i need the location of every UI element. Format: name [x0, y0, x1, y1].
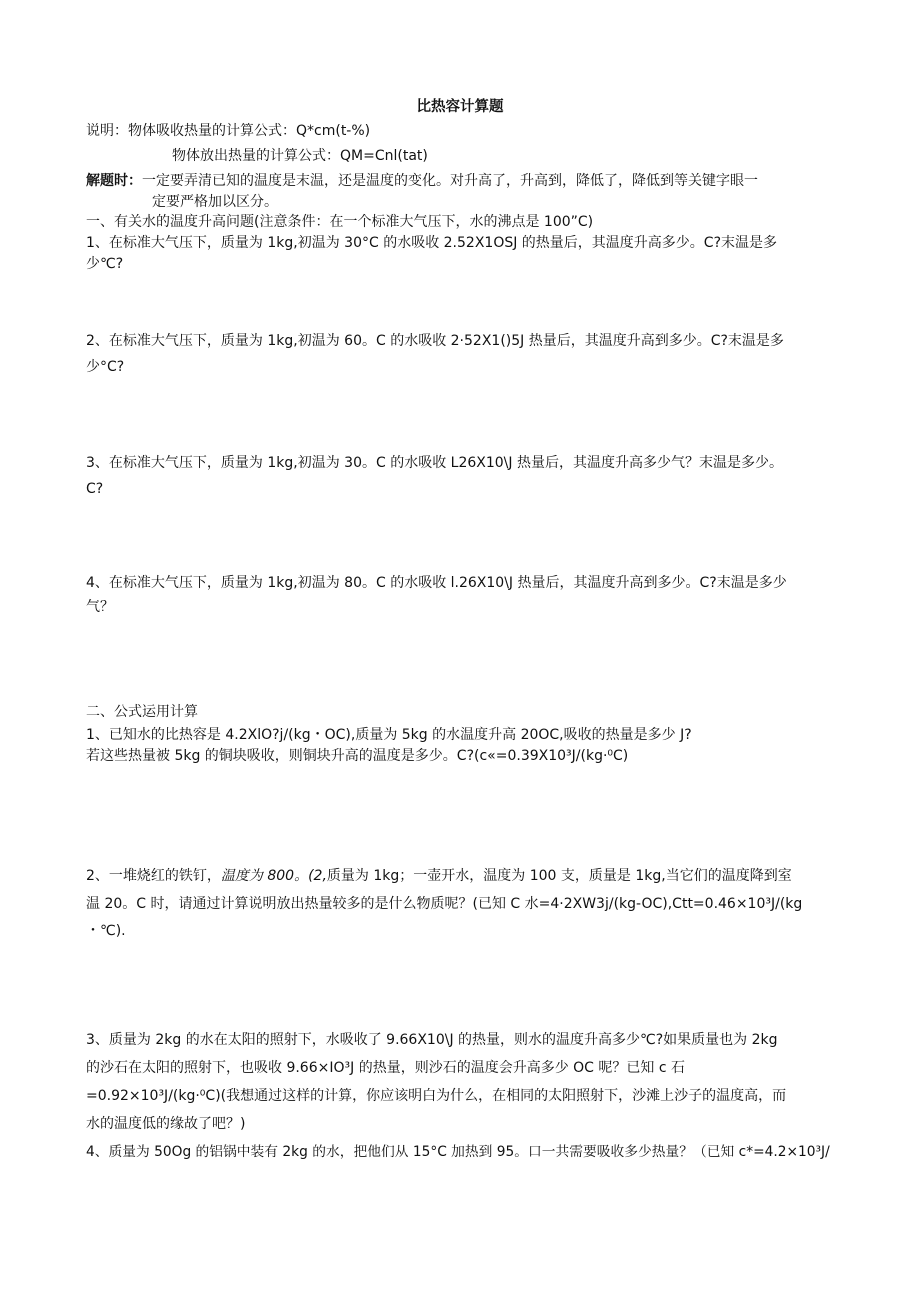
s2-q2-line1: [86, 866, 792, 886]
s2-q2-line2: 温 20。C 时，请通过计算说明放出热量较多的是什么物质呢？(已知 C 水=4·2XW3j/(kg-OC),Ctt=0.46×10³J/(kg: [86, 896, 803, 912]
solving-tip-text-cont: 定要严格加以区分。: [152, 194, 278, 210]
release-formula-line: 物体放出热量的计算公式：QM=Cnl(tat): [172, 148, 428, 164]
s2-q2-text-italic: 温度为 800。(2,: [220, 868, 327, 884]
s1-q2-line1: 2、在标准大气压下，质量为 1kg,初温为 60。C 的水吸收 2·52X1()5J 热量后，其温度升高到多少。C?末温是多: [86, 333, 784, 349]
s2-q1-line1: 1、已知水的比热容是 4.2XlO?j/(kg・OC),质量为 5kg 的水温度升高 20OC,吸收的热量是多少 J?: [86, 727, 692, 743]
s2-q2-text-c: 质量为 1kg；一壶开水，温度为 100 支，质量是 1kg,当它们的温度降到室: [326, 868, 792, 884]
s2-q3-line3: =0.92×10³J/(kg·⁰C)(我想通过这样的计算，你应该明白为什么，在相同的太阳照射下，沙滩上沙子的温度高，而: [86, 1088, 787, 1104]
s1-q1-line2: 少℃?: [86, 256, 124, 272]
solving-tip-text: 一定要弄清已知的温度是末温，还是温度的变化。对升高了，升高到，降低了，降低到等关键字眼一: [142, 173, 758, 189]
s2-q3-line4: 水的温度低的缘故了吧？): [86, 1116, 246, 1132]
solving-tip-label: 解题时：: [86, 173, 142, 189]
s1-q2-line2: 少°C?: [86, 359, 125, 375]
s2-q4-line1: 4、质量为 50Og 的铝锅中装有 2kg 的水，把他们从 15°C 加热到 95。口一共需要吸收多少热量？（已知 c*=4.2×10³J/: [86, 1144, 830, 1160]
page-title: 比热容计算题: [416, 99, 504, 115]
section1-heading: 一、有关水的温度升高问题(注意条件：在一个标准大气压下，水的沸点是 100”C): [86, 214, 594, 230]
s1-q4-line1: 4、在标准大气压下，质量为 1kg,初温为 80。C 的水吸收 l.26X10\J 热量后，其温度升高到多少。C?末温是多少: [86, 575, 787, 591]
s1-q3-line2: C?: [86, 481, 104, 497]
s1-q4-line2: 气？: [86, 599, 114, 615]
s1-q1-line1: 1、在标准大气压下，质量为 1kg,初温为 30°C 的水吸收 2.52X1OSJ 的热量后，其温度升高多少。C?末温是多: [86, 235, 778, 251]
s2-q3-line1: 3、质量为 2kg 的水在太阳的照射下，水吸收了 9.66X10\J 的热量，则水的温度升高多少℃?如果质量也为 2kg: [86, 1032, 778, 1048]
s2-q2-text-a: 2、一堆烧红的铁钉，: [86, 868, 221, 884]
s2-q3-line2: 的沙石在太阳的照射下，也吸收 9.66×IO³J 的热量，则沙石的温度会升高多少 OC 呢？已知 c 石: [86, 1060, 685, 1076]
section2-heading: 二、公式运用计算: [86, 704, 198, 720]
absorb-formula-line: 说明：物体吸收热量的计算公式：Q*cm(t-%): [86, 123, 371, 139]
s2-q2-line3: ・℃).: [86, 923, 126, 939]
s1-q3-line1: 3、在标准大气压下，质量为 1kg,初温为 30。C 的水吸收 L26X10\J 热量后，其温度升高多少气？末温是多少。: [86, 455, 783, 471]
solving-tip-line: [86, 171, 758, 191]
s2-q1-line2: 若这些热量被 5kg 的铜块吸收，则铜块升高的温度是多少。C?(c«=0.39X10³J/(kg·⁰C): [86, 748, 629, 764]
